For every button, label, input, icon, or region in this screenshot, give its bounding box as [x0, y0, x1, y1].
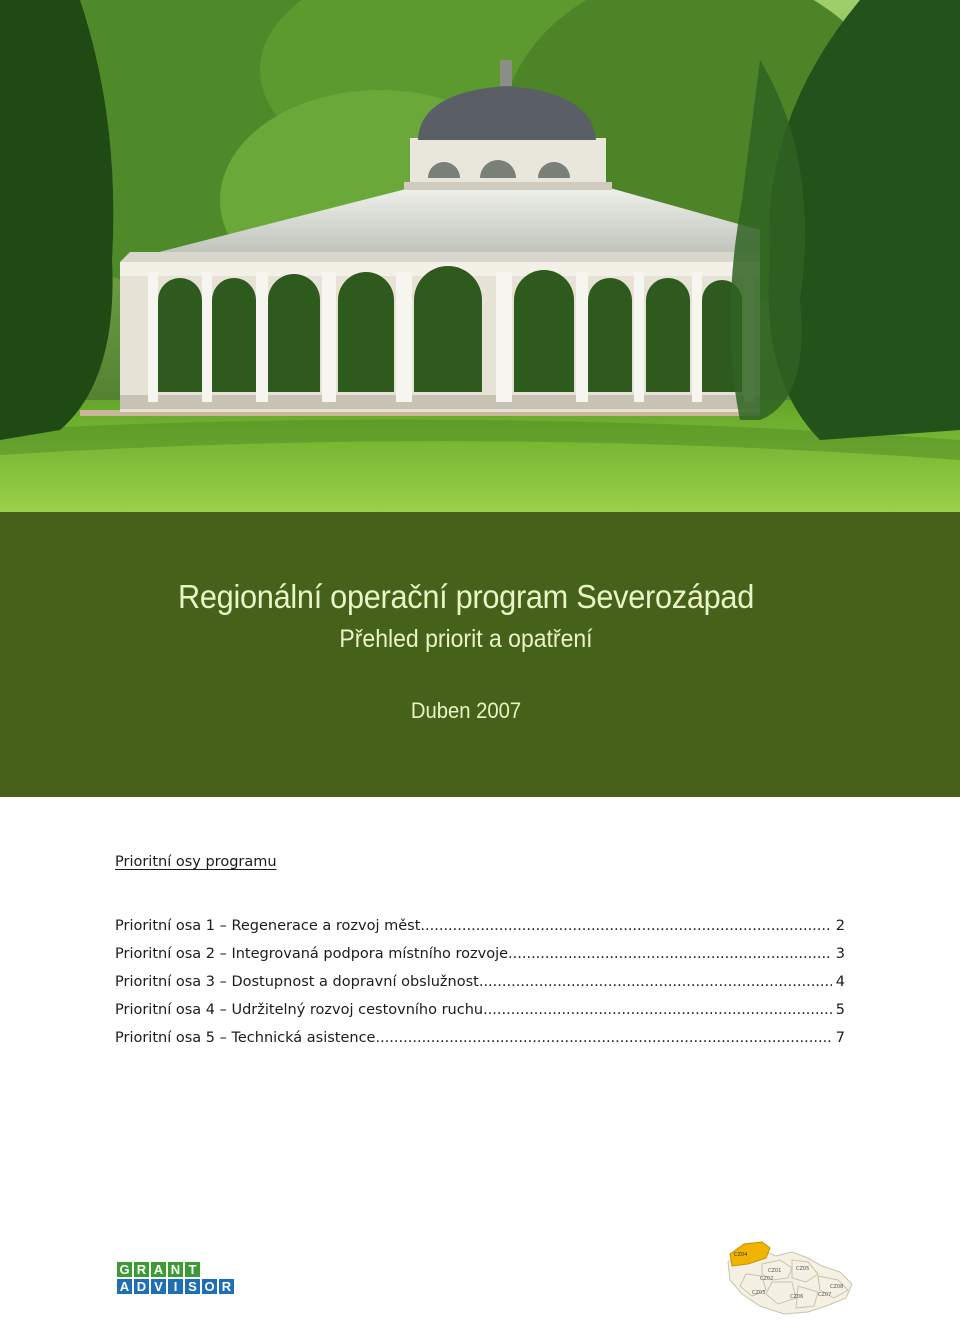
logo-letter: I [168, 1279, 183, 1294]
logo-letter: O [202, 1279, 217, 1294]
document-date: Duben 2007 [410, 698, 522, 723]
toc-item-page: 3 [835, 946, 845, 962]
toc-item-page: 4 [835, 974, 845, 990]
logo-letter: D [134, 1279, 149, 1294]
map-region-label: CZ02 [760, 1276, 774, 1282]
toc-item-2[interactable] [115, 946, 845, 974]
toc-item-title: Prioritní osa 2 – Integrovaná podpora místního rozvoje [115, 946, 509, 962]
logo-letter: A [151, 1262, 166, 1277]
toc-item-title: Prioritní osa 1 – Regenerace a rozvoj měst [115, 918, 421, 934]
map-region-label: CZ06 [790, 1294, 804, 1300]
toc-item-5[interactable] [115, 1030, 845, 1058]
map-region-label: CZ04 [734, 1252, 748, 1258]
logo-row-grant [117, 1262, 234, 1277]
toc-item-4[interactable] [115, 1002, 845, 1030]
logo-letter: R [134, 1262, 149, 1277]
toc-item-title: Prioritní osa 3 – Dostupnost a dopravní obslužnost [115, 974, 479, 990]
toc-leader-dots [508, 946, 832, 962]
toc-leader-dots [479, 974, 832, 990]
logo-letter: V [151, 1279, 166, 1294]
document-subtitle: Přehled priorit a opatření [339, 625, 593, 653]
toc-leader-dots [375, 1030, 831, 1046]
toc-leader-dots [483, 1002, 832, 1018]
map-region-label: CZ07 [818, 1292, 832, 1298]
map-region-label: CZ01 [768, 1268, 782, 1274]
document-title: Regionální operační program Severozápad [177, 578, 755, 615]
map-region-label: CZ05 [796, 1266, 810, 1272]
toc-item-3[interactable] [115, 974, 845, 1002]
czech-regions-map [722, 1232, 858, 1320]
logo-letter: A [117, 1279, 132, 1294]
map-region-label: CZ03 [752, 1290, 766, 1296]
toc-item-page: 2 [835, 918, 845, 934]
cover-photo [0, 0, 960, 512]
table-of-contents [115, 918, 845, 1058]
map-region-label: CZ08 [830, 1284, 844, 1290]
toc-item-1[interactable] [115, 918, 845, 946]
logo-letter: T [185, 1262, 200, 1277]
toc-item-title: Prioritní osa 4 – Udržitelný rozvoj cestovního ruchu [115, 1002, 484, 1018]
logo-letter: N [168, 1262, 183, 1277]
toc-item-title: Prioritní osa 5 – Technická asistence [115, 1030, 376, 1046]
toc-leader-dots [420, 918, 831, 934]
logo-letter: R [219, 1279, 234, 1294]
title-banner [0, 512, 960, 797]
logo-letter: G [117, 1262, 132, 1277]
toc-item-page: 7 [835, 1030, 845, 1046]
logo-row-advisor [117, 1279, 234, 1294]
logo-letter: S [185, 1279, 200, 1294]
toc-heading[interactable]: Prioritní osy programu [115, 854, 277, 870]
grant-advisor-logo [117, 1262, 234, 1296]
toc-item-page: 5 [835, 1002, 845, 1018]
